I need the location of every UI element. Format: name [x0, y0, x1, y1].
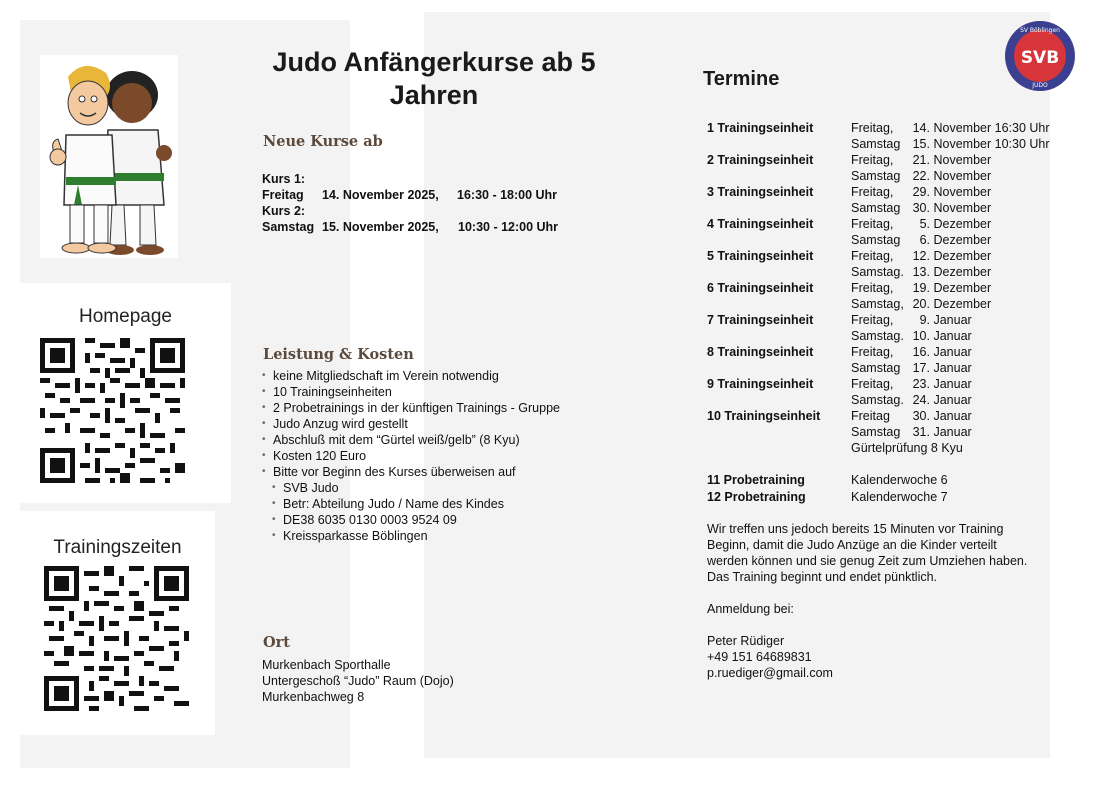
sat-rest: November — [933, 201, 992, 215]
session-dates — [851, 216, 991, 248]
sat-rest: Januar — [933, 329, 972, 343]
sat-label: Samstag — [851, 425, 901, 439]
fri-rest: Januar — [933, 409, 972, 423]
session-dates — [851, 280, 991, 312]
note-line: Wir treffen uns jedoch bereits 15 Minuten vor Training — [707, 522, 1004, 536]
fri-label: Freitag — [851, 409, 890, 423]
sat-day: 6. — [919, 233, 930, 247]
sat-label: Samstag, — [851, 297, 904, 311]
sat-label: Samstag — [851, 201, 901, 215]
contact-phone[interactable]: +49 151 64689831 — [707, 650, 812, 664]
list-item: • Judo Anzug wird gestellt — [262, 416, 560, 432]
sat-rest: November 10:30 Uhr — [933, 137, 1050, 151]
sat-rest: November — [933, 169, 992, 183]
fri-day: 16. — [912, 345, 930, 359]
session-name: 6 Trainingseinheit — [707, 281, 814, 295]
svb-judo-logo — [1004, 20, 1076, 92]
session-name: 3 Trainingseinheit — [707, 185, 814, 199]
probe-name: 11 Probetraining — [707, 473, 805, 487]
logo-text: SVB — [1020, 48, 1060, 68]
fri-rest: Dezember — [933, 217, 992, 231]
session-name: 5 Trainingseinheit — [707, 249, 814, 263]
note-line: Das Training beginnt und endet pünktlich. — [707, 570, 938, 584]
kurs2-label: Kurs 2: — [262, 204, 306, 218]
kurs2-time: 10:30 - 12:00 Uhr — [458, 220, 559, 234]
list-item: • Kosten 120 Euro — [262, 448, 560, 464]
kurs1-label: Kurs 1: — [262, 172, 306, 186]
sat-day: 24. — [912, 393, 930, 407]
payment-item: • DE38 6035 0130 0003 9524 09 — [262, 512, 560, 528]
fri-day: 12. — [912, 249, 930, 263]
session-name: 9 Trainingseinheit — [707, 377, 814, 391]
fri-rest: Dezember — [933, 281, 992, 295]
contact-name: Peter Rüdiger — [707, 634, 785, 648]
fri-rest: November — [933, 153, 992, 167]
note-line: werden können und sie genug Zeit zum Umziehen haben. — [707, 554, 1028, 568]
fri-day: 30. — [912, 409, 930, 423]
fri-label: Freitag, — [851, 249, 894, 263]
sat-day: 22. — [912, 169, 930, 183]
neue-kurse-heading: Neue Kurse ab — [263, 133, 383, 150]
session-name: 7 Trainingseinheit — [707, 313, 814, 327]
sat-label: Samstag — [851, 169, 901, 183]
qr-homepage-label: Homepage — [79, 306, 172, 327]
sat-label: Samstag. — [851, 265, 904, 279]
session-name: 10 Trainingseinheit — [707, 409, 821, 423]
payment-item: • Betr: Abteilung Judo / Name des Kindes — [262, 496, 560, 512]
list-item: • 10 Trainingseinheiten — [262, 384, 560, 400]
session-dates — [851, 408, 972, 440]
kurs2-date: 15. November 2025, — [322, 220, 439, 234]
session-name: 4 Trainingseinheit — [707, 217, 814, 231]
kurs1-date: 14. November 2025, — [322, 188, 439, 202]
fri-day: 9. — [919, 313, 930, 327]
fri-day: 21. — [912, 153, 930, 167]
sat-day: 10. — [912, 329, 930, 343]
fri-rest: Januar — [933, 377, 972, 391]
session-dates — [851, 120, 1050, 152]
fri-label: Freitag, — [851, 121, 894, 135]
qr-homepage-code[interactable] — [40, 338, 185, 483]
kurs1-time: 16:30 - 18:00 Uhr — [457, 188, 558, 202]
session-dates — [851, 184, 991, 216]
sat-label: Samstag — [851, 361, 901, 375]
sat-rest: Januar — [933, 425, 972, 439]
page-title: Judo Anfängerkurse ab 5 Jahren — [272, 47, 596, 110]
kurs1-day: Freitag — [262, 188, 304, 202]
judo-kids-illustration — [40, 55, 178, 258]
anmeldung-label: Anmeldung bei: — [707, 602, 794, 616]
logo-ring-top: SV Böblingen — [1020, 27, 1060, 34]
payment-item: • SVB Judo — [262, 480, 560, 496]
probe-value: Kalenderwoche 7 — [851, 490, 948, 504]
fri-rest: November — [933, 185, 992, 199]
fri-rest: Januar — [933, 313, 972, 327]
fri-label: Freitag, — [851, 345, 894, 359]
fri-day: 5. — [919, 217, 930, 231]
ort-heading: Ort — [263, 634, 290, 651]
probe-name: 12 Probetraining — [707, 490, 806, 504]
sat-day: 31. — [912, 425, 930, 439]
ort-line-1: Murkenbach Sporthalle — [262, 658, 391, 672]
qr-training-label: Trainingszeiten — [53, 537, 182, 558]
sat-rest: Dezember — [933, 265, 992, 279]
probe-value: Kalenderwoche 6 — [851, 473, 948, 487]
sat-rest: Dezember — [933, 297, 992, 311]
fri-rest: Januar — [933, 345, 972, 359]
session-name: 1 Trainingseinheit — [707, 121, 814, 135]
fri-label: Freitag, — [851, 281, 894, 295]
fri-label: Freitag, — [851, 377, 894, 391]
note-line: Beginn, damit die Judo Anzüge an die Kinder verteilt — [707, 538, 997, 552]
logo-ring-bottom: JUDO — [1032, 82, 1048, 89]
list-item: • keine Mitgliedschaft im Verein notwendig — [262, 368, 560, 384]
kurs2-day: Samstag — [262, 220, 315, 234]
fri-day: 14. — [912, 121, 930, 135]
sat-label: Samstag. — [851, 393, 904, 407]
sat-rest: Januar — [933, 361, 972, 375]
leistung-heading: Leistung & Kosten — [263, 346, 414, 363]
ort-line-2: Untergeschoß “Judo” Raum (Dojo) — [262, 674, 454, 688]
session-name: 2 Trainingseinheit — [707, 153, 814, 167]
sat-rest: Dezember — [933, 233, 992, 247]
fri-label: Freitag, — [851, 217, 894, 231]
contact-email[interactable]: p.ruediger@gmail.com — [707, 666, 833, 680]
leistung-list — [262, 368, 560, 544]
session-dates — [851, 248, 991, 280]
payment-item: • Kreissparkasse Böblingen — [262, 528, 560, 544]
session-dates — [851, 152, 991, 184]
qr-training-card — [20, 511, 215, 735]
sat-label: Samstag — [851, 233, 901, 247]
fri-label: Freitag, — [851, 185, 894, 199]
sat-day: 17. — [912, 361, 930, 375]
fri-day: 23. — [912, 377, 930, 391]
fri-rest: November 16:30 Uhr — [933, 121, 1050, 135]
fri-label: Freitag, — [851, 313, 894, 327]
sat-day: 20. — [912, 297, 930, 311]
guertel-pruefung: Gürtelprüfung 8 Kyu — [851, 441, 963, 455]
sat-label: Samstag — [851, 137, 901, 151]
list-item: • Abschluß mit dem “Gürtel weiß/gelb” (8 Kyu) — [262, 432, 560, 448]
sat-day: 15. — [912, 137, 930, 151]
sat-rest: Januar — [933, 393, 972, 407]
termine-heading: Termine — [703, 68, 780, 90]
sat-label: Samstag. — [851, 329, 904, 343]
qr-homepage-card — [20, 283, 231, 503]
list-item: • Bitte vor Beginn des Kurses überweisen auf — [262, 464, 560, 480]
session-dates — [851, 312, 972, 344]
session-dates — [851, 344, 972, 376]
ort-line-3: Murkenbachweg 8 — [262, 690, 365, 704]
qr-training-code[interactable] — [44, 566, 189, 711]
fri-day: 19. — [912, 281, 930, 295]
session-dates — [851, 376, 972, 408]
sat-day: 30. — [912, 201, 930, 215]
fri-day: 29. — [912, 185, 930, 199]
session-name: 8 Trainingseinheit — [707, 345, 814, 359]
fri-rest: Dezember — [933, 249, 992, 263]
fri-label: Freitag, — [851, 153, 894, 167]
sat-day: 13. — [912, 265, 930, 279]
list-item: • 2 Probetrainings in der künftigen Trainings - Gruppe — [262, 400, 560, 416]
